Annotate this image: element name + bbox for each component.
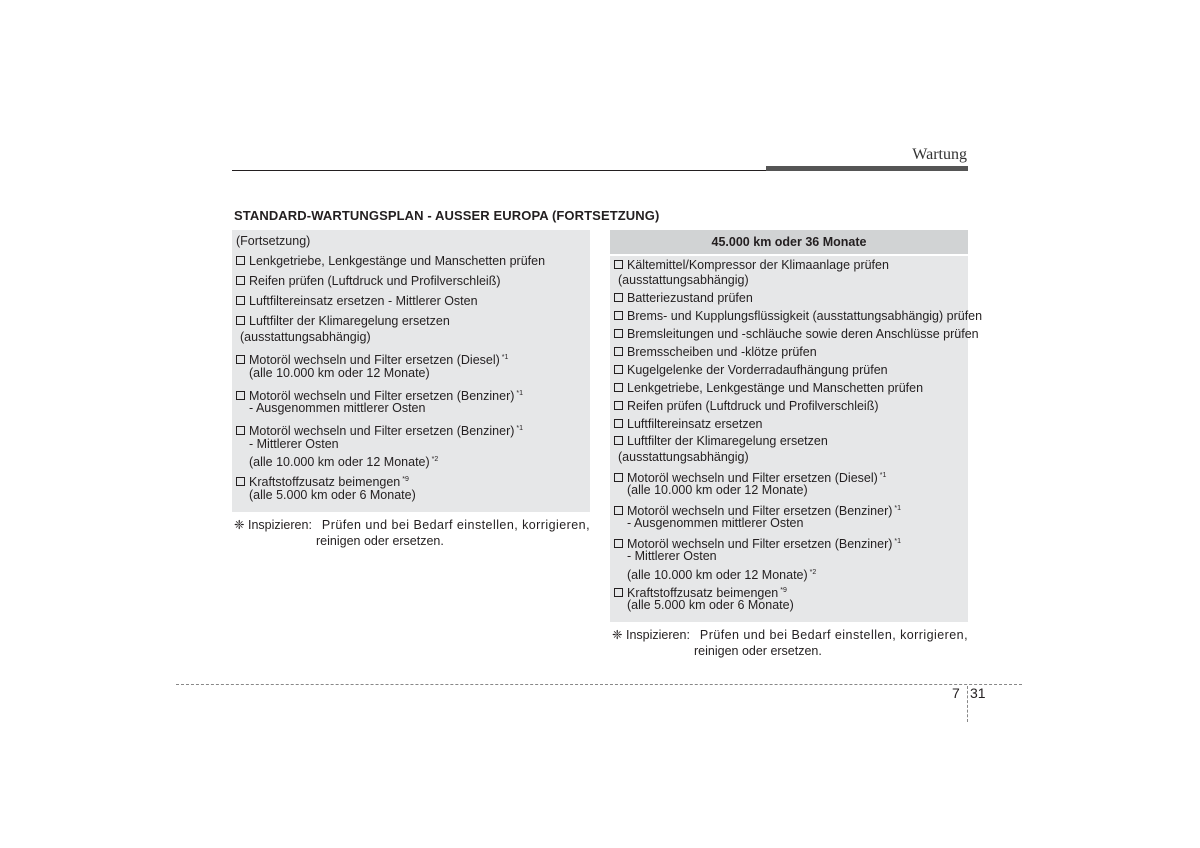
footnote-marker: *1 [516, 389, 524, 397]
item-text: Reifen prüfen (Luftdruck und Profilverschleiß) [627, 398, 879, 413]
note-text-2: reinigen oder ersetzen. [694, 643, 822, 658]
item-text: Lenkgetriebe, Lenkgestänge und Manschetten prüfen [249, 254, 546, 269]
item-text: (alle 10.000 km oder 12 Monate) [627, 567, 808, 582]
item-text: - Mittlerer Osten [249, 436, 339, 451]
item-text: Reifen prüfen (Luftdruck und Profilverschleiß) [249, 274, 501, 289]
checkbox-icon [614, 293, 623, 302]
checklist-item [614, 345, 817, 361]
item-text: (alle 5.000 km oder 6 Monate) [627, 597, 794, 612]
item-text: (alle 10.000 km oder 12 Monate) [249, 455, 430, 470]
footnote-marker: *2 [431, 456, 439, 464]
item-text: Kältemittel/Kompressor der Klimaanlage prüfen [627, 258, 889, 272]
checklist-item-detail [236, 330, 371, 346]
checkbox-icon [614, 539, 623, 548]
asterisk-icon: ❈ [234, 518, 245, 532]
checklist-item-detail [614, 516, 803, 532]
checkbox-icon [236, 391, 245, 400]
checkbox-icon [614, 329, 623, 338]
chapter-number: 7 [952, 685, 960, 701]
item-text: (ausstattungsabhängig) [618, 273, 749, 288]
checkbox-icon [236, 296, 245, 305]
checkbox-icon [236, 276, 245, 285]
footnote-marker: *1 [879, 471, 887, 479]
checkbox-icon [614, 436, 623, 445]
note-label: Inspizieren: [248, 518, 312, 532]
checklist-item-detail [236, 488, 416, 504]
checkbox-icon [614, 588, 623, 597]
checkbox-icon [614, 365, 623, 374]
checklist-item [236, 314, 450, 330]
item-text: Motoröl wechseln und Filter ersetzen (Benziner) [249, 424, 515, 439]
item-text: Kugelgelenke der Vorderradaufhängung prüfen [627, 362, 888, 377]
checkbox-icon [614, 383, 623, 392]
item-text: (ausstattungsabhängig) [240, 329, 371, 344]
footnote-marker: *1 [894, 538, 902, 545]
footnote-marker: *1 [516, 425, 524, 433]
checklist-item-detail [614, 483, 808, 499]
checklist-item-detail [614, 273, 749, 289]
item-text: Motoröl wechseln und Filter ersetzen (Benziner) [627, 537, 893, 551]
item-text: Luftfilter der Klimaregelung ersetzen [249, 314, 450, 329]
checklist-item-detail [236, 401, 425, 417]
checkbox-icon [236, 316, 245, 325]
checklist-item-detail [614, 549, 717, 565]
note-label: Inspizieren: [626, 628, 690, 642]
checklist-item [614, 309, 982, 325]
checklist-item [614, 381, 923, 397]
item-text: Luftfilter der Klimaregelung ersetzen [627, 434, 828, 449]
footnote-marker: *9 [780, 586, 787, 594]
checkbox-icon [236, 477, 245, 486]
footer-divider [967, 686, 968, 722]
checkbox-icon [614, 347, 623, 356]
checklist-item [614, 399, 879, 415]
checklist-item [236, 254, 545, 270]
checklist-item-detail [236, 452, 438, 471]
checkbox-icon [236, 256, 245, 265]
item-text: (ausstattungsabhängig) [618, 449, 749, 464]
page-title: STANDARD-WARTUNGSPLAN - AUSSER EUROPA (FORTSETZUNG) [234, 208, 660, 223]
footer-dotted-rule [176, 684, 1022, 685]
item-text: Kraftstoffzusatz beimengen [627, 585, 779, 600]
section-title: Wartung [912, 146, 967, 163]
left-inspection-note [234, 518, 590, 549]
page-number: 31 [970, 685, 986, 701]
checkbox-icon [614, 401, 623, 410]
footnote-marker: *1 [894, 504, 902, 512]
checklist-item [236, 274, 501, 290]
checklist-item [614, 434, 828, 450]
interval-heading: 45.000 km oder 36 Monate [610, 230, 968, 254]
checklist-item-detail [614, 450, 749, 466]
checkbox-icon [614, 311, 623, 320]
checkbox-icon [614, 506, 623, 515]
item-text: Kraftstoffzusatz beimengen [249, 475, 401, 490]
note-text: Prüfen und bei Bedarf einstellen, korrigieren, [321, 518, 590, 532]
item-text: (alle 10.000 km oder 12 Monate) [249, 365, 430, 380]
item-text: Motoröl wechseln und Filter ersetzen (Benziner) [249, 388, 515, 403]
item-text: Motoröl wechseln und Filter ersetzen (Diesel) [627, 470, 878, 485]
header-bar [766, 166, 968, 171]
item-text: Bremsscheiben und -klötze prüfen [627, 344, 817, 359]
checkbox-icon [236, 426, 245, 435]
checklist-item [614, 417, 763, 433]
checklist-item [614, 363, 888, 379]
item-text: Batteriezustand prüfen [627, 291, 753, 306]
asterisk-icon: ❈ [612, 628, 623, 642]
checkbox-icon [614, 473, 623, 482]
item-text: Luftfiltereinsatz ersetzen [627, 416, 763, 431]
note-text: Prüfen und bei Bedarf einstellen, korrigieren, [699, 628, 968, 642]
footnote-marker: *2 [809, 568, 817, 576]
checklist-item-detail [614, 598, 794, 614]
continuation-label: (Fortsetzung) [236, 234, 311, 248]
item-text: - Mittlerer Osten [627, 549, 717, 564]
item-text: Motoröl wechseln und Filter ersetzen (Benziner) [627, 503, 893, 518]
right-inspection-note [612, 628, 968, 659]
header-rule [232, 170, 766, 171]
checklist-item [614, 291, 753, 307]
item-text: (alle 5.000 km oder 6 Monate) [249, 487, 416, 502]
checklist-item-detail [614, 565, 816, 584]
item-text: - Ausgenommen mittlerer Osten [249, 401, 426, 416]
note-text-2: reinigen oder ersetzen. [316, 533, 444, 548]
checkbox-icon [236, 355, 245, 364]
checklist-item [614, 327, 979, 343]
item-text: - Ausgenommen mittlerer Osten [627, 516, 804, 531]
footnote-marker: *1 [501, 354, 509, 361]
checklist-item-detail [236, 366, 430, 382]
item-text: Motoröl wechseln und Filter ersetzen (Diesel) [249, 353, 500, 367]
item-text: Brems- und Kupplungsflüssigkeit (ausstattungsabhängig) prüfen [627, 309, 983, 324]
item-text: Bremsleitungen und -schläuche sowie deren Anschlüsse prüfen [627, 327, 979, 341]
checklist-item-detail [236, 437, 339, 453]
item-text: Lenkgetriebe, Lenkgestänge und Manschetten prüfen [627, 380, 924, 395]
checklist-item [236, 294, 478, 310]
checkbox-icon [614, 260, 623, 269]
checkbox-icon [614, 419, 623, 428]
item-text: (alle 10.000 km oder 12 Monate) [627, 482, 808, 497]
footnote-marker: *9 [402, 476, 409, 484]
checklist-item [614, 258, 889, 274]
item-text: Luftfiltereinsatz ersetzen - Mittlerer Osten [249, 294, 478, 309]
